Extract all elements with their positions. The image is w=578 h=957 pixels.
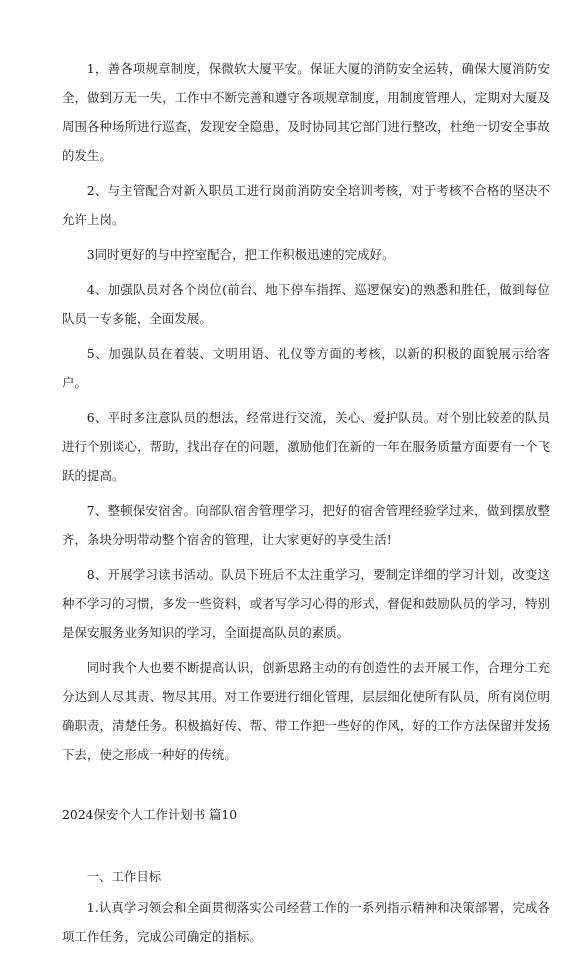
- paragraph-2: 2、与主管配合对新入职员工进行岗前消防安全培训考核，对于考核不合格的坚决不允许上岗。: [62, 183, 550, 227]
- paragraph-8: 8、开展学习读书活动。队员下班后不太注重学习，要制定详细的学习计划，改变这种不学习的习惯，多发一些资料，或者写学习心得的形式，督促和鼓励队员的学习，特别是保安服务业务知识的学习，全面提高队员的素质。: [62, 567, 550, 640]
- paragraph-1: 1，善各项规章制度，保微软大厦平安。保证大厦的消防安全运转，确保大厦消防安全，做到万无一失，工作中不断完善和遵守各项规章制度，用制度管理人，定期对大厦及周围各种场所进行巡查，发现安全隐患，及时协同其它部门进行整改，杜绝一切安全事故的发生。: [62, 61, 550, 163]
- final-paragraph: 1.认真学习领会和全面贯彻落实公司经营工作的一系列指示精神和决策部署，完成各项工作任务，完成公司确定的指标。: [62, 900, 550, 944]
- section-title: 2024保安个人工作计划书 篇10: [62, 807, 238, 822]
- paragraph-4: 4、加强队员对各个岗位(前台、地下停车指挥、巡逻保安)的熟悉和胜任，做到每位队员一专多能，全面发展。: [62, 282, 550, 326]
- paragraph-5: 5、加强队员在着装、文明用语、礼仪等方面的考核，以新的积极的面貌展示给客户。: [62, 346, 550, 390]
- paragraph-7: 7、整顿保安宿舍。向部队宿舍管理学习，把好的宿舍管理经验学过来，做到摆放整齐，条块分明带动整个宿舍的管理，让大家更好的享受生活!: [62, 503, 550, 547]
- paragraph-6: 6、平时多注意队员的想法，经常进行交流，关心、爱护队员。对个别比较差的队员进行个别谈心，帮助，找出存在的问题，激励他们在新的一年在服务质量方面要有一个飞跃的提高。: [62, 410, 550, 483]
- document-page: [62, 54, 550, 957]
- paragraph-9: 同时我个人也要不断提高认识，创新思路主动的有创造性的去开展工作，合理分工充分达到人尽其责、物尽其用。对工作要进行细化管理，层层细化使所有队员，所有岗位明确职责，清楚任务。积极搞好传、帮、带工作把一些好的作风，好的工作方法保留并发扬下去，使之形成一种好的传统。: [62, 660, 550, 762]
- subsection-title: 一、工作目标: [86, 869, 162, 884]
- paragraph-3: 3同时更好的与中控室配合，把工作积极迅速的完成好。: [86, 247, 395, 262]
